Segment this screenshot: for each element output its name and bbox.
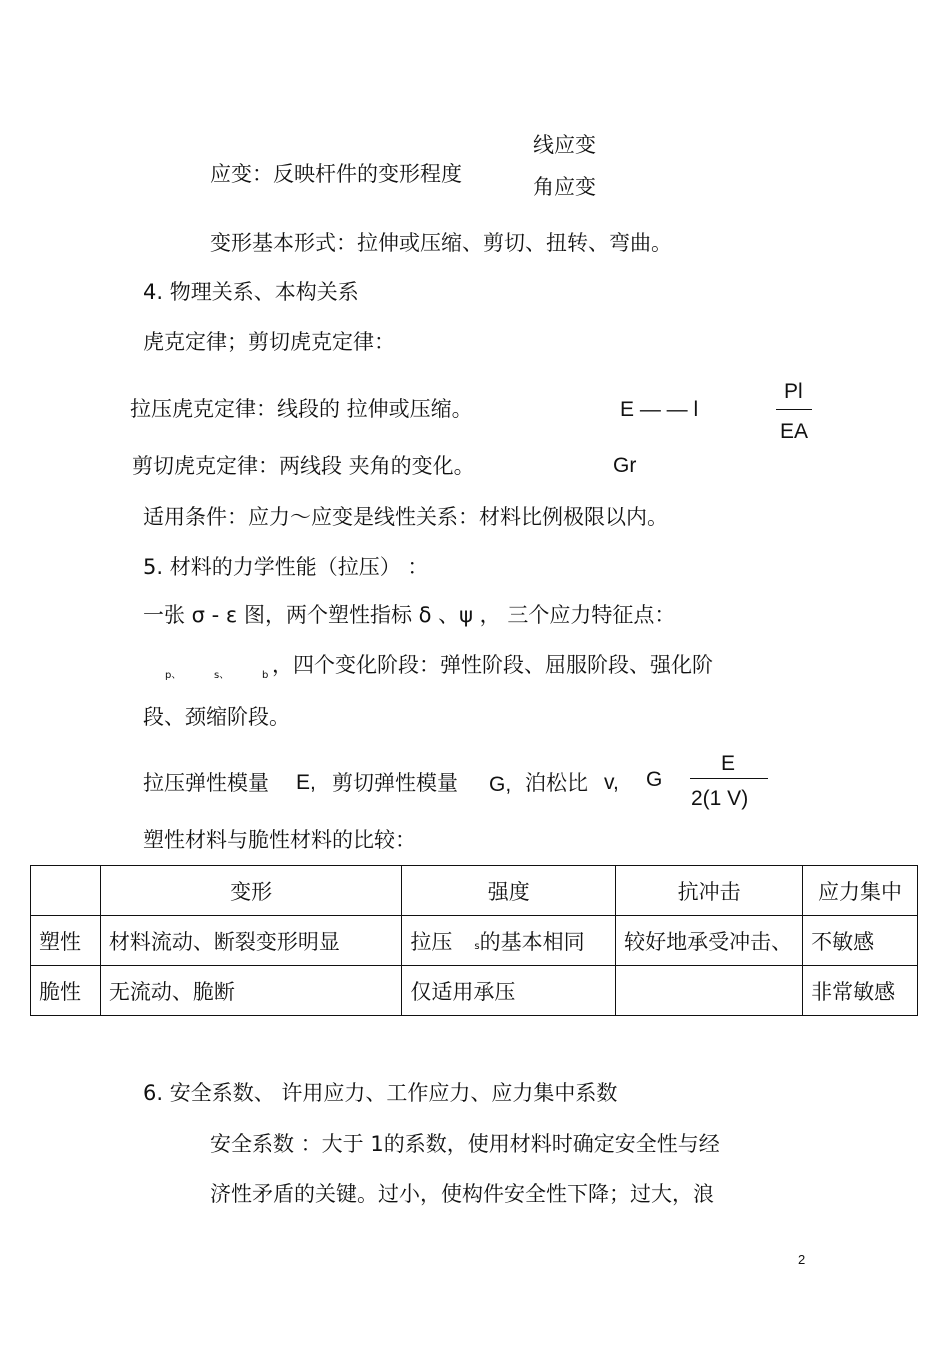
strain-type-angular: 角应变 xyxy=(533,175,596,199)
section5-heading: 5. 材料的力学性能（拉压） ： xyxy=(143,555,429,579)
table-header-cell xyxy=(31,866,101,916)
impact-cell xyxy=(616,966,803,1016)
table-header-cell: 变形 xyxy=(100,866,401,916)
strength-prefix: 拉压 xyxy=(410,929,453,954)
strength-cell xyxy=(402,966,616,1016)
moduli-G: G, xyxy=(489,773,512,796)
safety-factor-line2: 济性矛盾的关键。过小，使构件安全性下降；过大，浪 xyxy=(210,1182,714,1206)
stress-point-s: s、 xyxy=(214,670,230,681)
deform-cell: 无流动、脆断 xyxy=(100,966,401,1016)
table-row xyxy=(31,966,918,1016)
table-header-cell: 抗冲击 xyxy=(616,866,803,916)
stages-line: ，四个变化阶段：弹性阶段、屈服阶段、强化阶 xyxy=(272,653,713,677)
strength-subscript: s xyxy=(474,940,480,952)
tension-formula-left: E — — l xyxy=(620,398,699,421)
poisson-label: 泊松比 xyxy=(525,771,588,795)
moduli-shear-label: 剪切弹性模量 xyxy=(332,771,458,795)
shear-formula: Gr xyxy=(613,454,637,477)
strain-type-linear: 线应变 xyxy=(533,133,596,157)
row-label: 脆性 xyxy=(31,966,101,1016)
stages-line-end: 段、颈缩阶段。 xyxy=(143,705,290,729)
row-label: 塑性 xyxy=(31,916,101,966)
table-row xyxy=(31,916,918,966)
strength-prefix: 仅适用承压 xyxy=(410,979,516,1004)
table-header-cell: 强度 xyxy=(402,866,616,916)
stress-point-p: p、 xyxy=(165,670,182,681)
section6-heading: 6. 安全系数、 许用应力、工作应力、应力集中系数 xyxy=(143,1081,618,1105)
section4-heading: 4. 物理关系、本构关系 xyxy=(143,280,359,304)
hooke-intro: 虎克定律；剪切虎克定律： xyxy=(143,330,395,354)
relation-denominator: 2(1 V) xyxy=(691,787,749,810)
deformation-forms: 变形基本形式：拉伸或压缩、剪切、扭转、弯曲。 xyxy=(210,231,672,255)
shear-law: 剪切虎克定律：两线段 夹角的变化。 xyxy=(132,454,475,478)
relation-fraction-bar xyxy=(690,778,768,779)
applicable-condition: 适用条件：应力～应变是线性关系：材料比例极限以内。 xyxy=(143,505,668,529)
relation-G: G xyxy=(646,768,663,791)
safety-factor-line1: 安全系数 ：大于 1的系数，使用材料时确定安全性与经 xyxy=(210,1132,720,1156)
strain-label: 应变：反映杆件的变形程度 xyxy=(210,162,462,186)
moduli-E: E, xyxy=(296,771,316,794)
concentration-cell: 非常敏感 xyxy=(803,966,918,1016)
impact-cell: 较好地承受冲击、 xyxy=(616,916,803,966)
strength-cell xyxy=(402,916,616,966)
tension-law: 拉压虎克定律：线段的 拉伸或压缩。 xyxy=(130,397,473,421)
poisson-v: v, xyxy=(604,771,619,794)
stress-point-b: b xyxy=(262,670,269,681)
table-header-row xyxy=(31,866,918,916)
sigma-epsilon-line: 一张 σ - ε 图，两个塑性指标 δ 、ψ ， 三个应力特征点： xyxy=(143,603,676,627)
page-number: 2 xyxy=(798,1252,806,1267)
moduli-tension-label: 拉压弹性模量 xyxy=(143,771,269,795)
relation-numerator: E xyxy=(721,752,736,775)
fraction-bar xyxy=(776,409,812,410)
tension-formula-numerator: Pl xyxy=(784,380,803,403)
deform-cell: 材料流动、断裂变形明显 xyxy=(100,916,401,966)
strength-suffix: 的基本相同 xyxy=(479,929,585,954)
concentration-cell: 不敏感 xyxy=(803,916,918,966)
tension-formula-denominator: EA xyxy=(780,420,809,443)
table-header-cell: 应力集中 xyxy=(803,866,918,916)
material-comparison-table xyxy=(30,865,918,1016)
compare-heading: 塑性材料与脆性材料的比较： xyxy=(143,828,416,852)
